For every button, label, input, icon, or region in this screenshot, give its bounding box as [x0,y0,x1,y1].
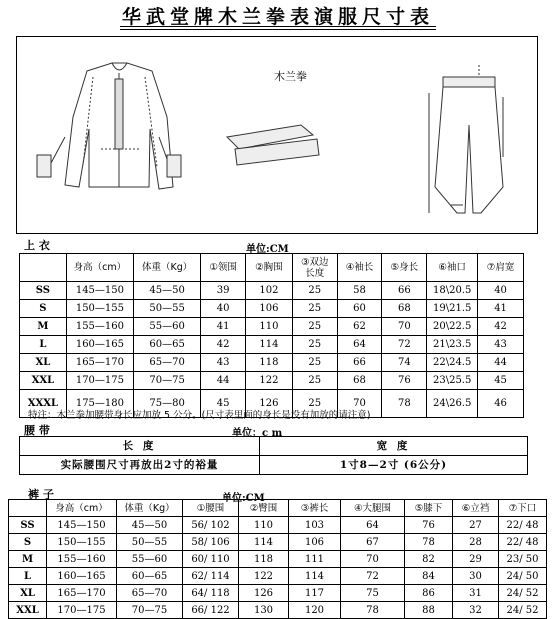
table-row [9,517,547,534]
table-cell: 45—50 [117,517,183,534]
trousers-sketch [429,65,503,213]
table-cell: 65—70 [117,585,183,602]
table-cell: 44 [478,354,524,372]
table-cell: 155—160 [47,551,117,568]
table-cell: 170—175 [47,602,117,619]
table-cell: 25 [292,390,337,418]
table-cell: 70 [341,551,405,568]
belt-unit-label: 单位：c m [232,428,283,439]
table-cell: 117 [289,585,341,602]
table-cell: 1寸8—2寸 (6公分) [260,456,528,475]
table-cell: 88 [405,602,453,619]
table-row [20,354,524,372]
table-cell: 70 [337,390,382,418]
table-header-row [20,437,528,456]
table-cell: 106 [246,300,293,318]
table-cell: 27 [453,517,499,534]
table-cell: 160—165 [47,568,117,585]
header-cell: 长 度 [20,437,260,456]
table-cell: 60 [337,300,382,318]
table-header-row [20,254,524,282]
table-cell: 50—55 [117,534,183,551]
top-size-table [19,253,524,418]
table-cell: 75—80 [134,390,201,418]
table-cell: 126 [239,585,289,602]
table-cell: 165—170 [47,585,117,602]
header-cell: 体重（Kg） [134,254,201,282]
table-cell: 76 [405,517,453,534]
table-cell: 19\21.5 [427,300,478,318]
table-cell: 70—75 [134,372,201,390]
table-cell: 45 [201,390,246,418]
table-cell: 55—60 [117,551,183,568]
table-cell: 122 [246,372,293,390]
header-cell [20,254,67,282]
header-cell: ②臀围 [239,500,289,517]
table-row [9,568,547,585]
size-cell: XXL [9,602,47,619]
table-cell: 64 [341,517,405,534]
table-cell: 56/ 102 [183,517,239,534]
table-row [9,585,547,602]
table-cell: 120 [289,602,341,619]
table-cell: 110 [239,517,289,534]
header-cell: ⑤膝下 [405,500,453,517]
table-cell: 25 [292,282,337,300]
table-cell: 122 [239,568,289,585]
table-cell: 62 [337,318,382,336]
header-cell: ①腰围 [183,500,239,517]
table-cell: 43 [478,336,524,354]
header-cell: ④大腿围 [341,500,405,517]
garment-drawing [17,37,537,233]
table-cell: 74 [382,354,427,372]
table-cell: 118 [239,551,289,568]
figure-caption: 木兰拳 [274,70,307,83]
table-cell: 22\24.5 [427,354,478,372]
table-cell: 46 [478,390,524,418]
table-cell: 60/ 110 [183,551,239,568]
table-cell: 25 [292,300,337,318]
table-row [9,602,547,619]
table-row [9,534,547,551]
table-cell: 68 [382,300,427,318]
top-note: 特注：木兰拳加腰带身长应加放 5 公分。(尺寸表里面的身长是没有加放的请注意) [28,410,371,421]
table-cell: 78 [405,534,453,551]
header-cell: ④袖长 [337,254,382,282]
table-cell: 70—75 [117,602,183,619]
table-row [20,318,524,336]
table-cell: 43 [201,354,246,372]
table-cell: 40 [201,300,246,318]
table-cell: 150—155 [66,300,133,318]
table-row [20,300,524,318]
table-cell: 103 [289,517,341,534]
table-cell: 160—165 [66,336,133,354]
table-cell: 64/ 118 [183,585,239,602]
table-cell: 67 [341,534,405,551]
table-cell: 68 [337,372,382,390]
table-cell: 28 [453,534,499,551]
size-cell: S [9,534,47,551]
table-cell: 65—70 [134,354,201,372]
table-row [20,372,524,390]
size-cell: XL [20,354,67,372]
header-cell: ①领围 [201,254,246,282]
table-cell: 44 [201,372,246,390]
table-cell: 20\22.5 [427,318,478,336]
table-cell: 31 [453,585,499,602]
table-cell: 25 [292,354,337,372]
size-cell: M [20,318,67,336]
table-cell: 72 [341,568,405,585]
header-cell: ⑤身长 [382,254,427,282]
top-section-label: 上 衣 [24,239,50,252]
table-cell: 145—150 [66,282,133,300]
header-cell: ⑥立裆 [453,500,499,517]
table-cell: 实际腰围尺寸再放出2寸的裕量 [20,456,260,475]
header-cell: ③双边 长度 [292,254,337,282]
table-cell: 165—170 [66,354,133,372]
pants-size-table [8,499,547,619]
top-unit-label: 单位:CM [246,244,289,255]
table-cell: 58/ 106 [183,534,239,551]
table-cell: 25 [292,318,337,336]
header-cell: ⑦下口 [499,500,547,517]
header-cell: 身高（cm） [47,500,117,517]
table-cell: 32 [453,602,499,619]
size-cell: SS [20,282,67,300]
table-cell: 23\25.5 [427,372,478,390]
table-cell: 23/ 50 [499,551,547,568]
header-cell: 体重（Kg） [117,500,183,517]
table-cell: 86 [405,585,453,602]
table-cell: 66/ 122 [183,602,239,619]
table-cell: 155—160 [66,318,133,336]
table-cell: 170—175 [66,372,133,390]
table-cell: 25 [292,372,337,390]
table-cell: 62/ 114 [183,568,239,585]
table-cell: 41 [201,318,246,336]
header-cell: 身高（cm） [66,254,133,282]
table-header-row [9,500,547,517]
header-cell [9,500,47,517]
table-cell: 114 [246,336,293,354]
table-cell: 76 [382,372,427,390]
table-cell: 126 [246,390,293,418]
table-cell: 66 [382,282,427,300]
size-cell: XL [9,585,47,602]
table-cell: 24/ 52 [499,602,547,619]
table-cell: 72 [382,336,427,354]
table-cell: 102 [246,282,293,300]
table-cell: 118 [246,354,293,372]
table-cell: 40 [478,282,524,300]
table-cell: 41 [478,300,524,318]
table-cell: 18\20.5 [427,282,478,300]
garment-illustration [16,36,538,234]
table-cell: 145—150 [47,517,117,534]
header-cell: ⑦肩宽 [478,254,524,282]
table-cell: 58 [337,282,382,300]
size-cell: L [20,336,67,354]
size-cell: SS [9,517,47,534]
table-cell: 110 [246,318,293,336]
size-cell: L [9,568,47,585]
table-cell: 24/ 52 [499,585,547,602]
table-cell: 45 [478,372,524,390]
page-title: 华武堂牌木兰拳表演服尺寸表 [121,6,434,28]
size-cell: XXXL [20,390,67,418]
table-cell: 55—60 [134,318,201,336]
table-cell: 106 [289,534,341,551]
table-row [9,551,547,568]
table-cell: 25 [292,336,337,354]
table-cell: 21\23.5 [427,336,478,354]
table-cell: 50—55 [134,300,201,318]
table-cell: 114 [239,534,289,551]
table-cell: 22/ 48 [499,517,547,534]
size-cell: XXL [20,372,67,390]
table-cell: 75 [341,585,405,602]
table-row [20,456,528,475]
belt-section-label: 腰 带 [24,424,50,437]
size-cell: M [9,551,47,568]
table-cell: 82 [405,551,453,568]
header-cell: ②胸围 [246,254,293,282]
table-cell: 45—50 [134,282,201,300]
table-cell: 70 [382,318,427,336]
table-cell: 130 [239,602,289,619]
header-cell: 宽 度 [260,437,528,456]
belt-size-table [19,436,528,475]
table-cell: 78 [341,602,405,619]
table-cell: 64 [337,336,382,354]
table-cell: 60—65 [134,336,201,354]
table-cell: 30 [453,568,499,585]
pants-unit-label: 单位:CM [222,493,265,504]
pants-section-label: 裤 子 [28,488,54,501]
size-cell: S [20,300,67,318]
table-cell: 175—180 [66,390,133,418]
table-row [20,336,524,354]
header-cell: ⑥袖口 [427,254,478,282]
table-cell: 66 [337,354,382,372]
title-underline-2 [120,29,436,30]
table-cell: 111 [289,551,341,568]
table-cell: 84 [405,568,453,585]
table-cell: 42 [201,336,246,354]
table-cell: 22/ 48 [499,534,547,551]
table-cell: 39 [201,282,246,300]
table-cell: 24\26.5 [427,390,478,418]
table-cell: 29 [453,551,499,568]
title-underline [120,26,436,27]
belt-sketch [227,125,319,165]
table-row [20,282,524,300]
table-cell: 114 [289,568,341,585]
table-cell: 60—65 [117,568,183,585]
table-cell: 78 [382,390,427,418]
table-cell: 150—155 [47,534,117,551]
table-cell: 42 [478,318,524,336]
table-cell: 24/ 50 [499,568,547,585]
header-cell: ③裤长 [289,500,341,517]
jacket-sketch [37,63,181,189]
